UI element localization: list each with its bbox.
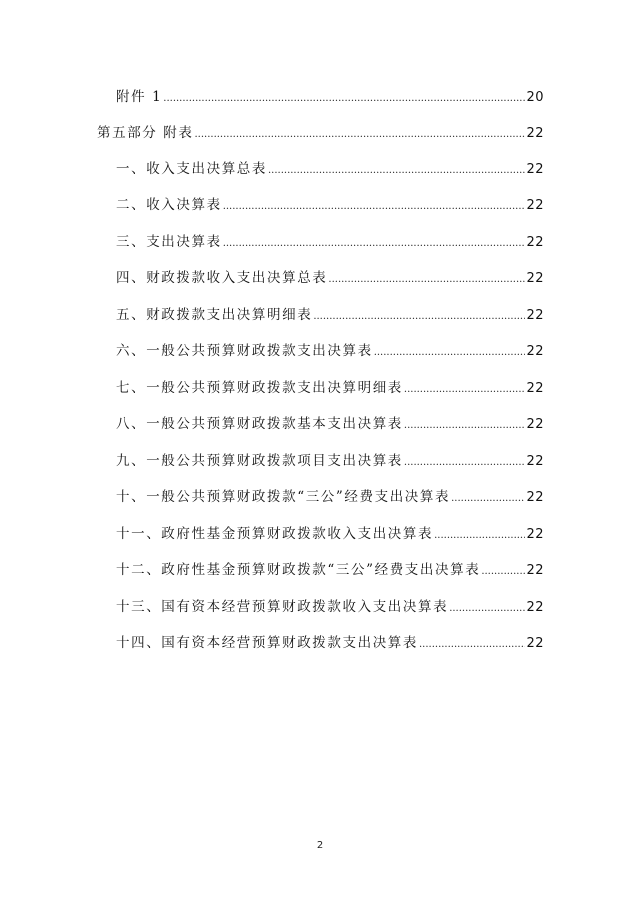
toc-entry-title: 第五部分 附表 <box>97 125 194 141</box>
toc-entry-page: 22 <box>526 162 544 177</box>
toc-entry-table-8[interactable] <box>116 414 544 434</box>
toc-entry-table-6[interactable] <box>116 341 544 361</box>
toc-entry-table-14[interactable] <box>116 633 544 653</box>
toc-entry-page: 22 <box>526 235 544 250</box>
toc-dot-leader <box>404 380 526 400</box>
toc-dot-leader <box>434 526 525 546</box>
toc-entry-title: 九、一般公共预算财政拨款项目支出决算表 <box>116 453 403 469</box>
toc-entry-title: 八、一般公共预算财政拨款基本支出决算表 <box>116 416 403 432</box>
toc-dot-leader <box>163 89 525 109</box>
toc-dot-leader <box>268 161 525 181</box>
toc-entry-page: 22 <box>526 417 544 432</box>
toc-entry-page: 22 <box>526 563 544 578</box>
toc-dot-leader <box>313 307 525 327</box>
toc-dot-leader <box>328 270 525 290</box>
toc-entry-title: 十三、国有资本经营预算财政拨款收入支出决算表 <box>116 599 449 615</box>
toc-entry-table-2[interactable] <box>116 195 544 215</box>
toc-entry-part-5[interactable] <box>97 123 544 143</box>
toc-entry-page: 22 <box>526 344 544 359</box>
toc-dot-leader <box>404 416 526 436</box>
toc-dot-leader <box>195 125 526 145</box>
toc-entry-table-1[interactable] <box>116 159 544 179</box>
toc-entry-table-9[interactable] <box>116 451 544 471</box>
toc-entry-page: 22 <box>526 490 544 505</box>
toc-entry-page: 22 <box>526 271 544 286</box>
toc-entry-page: 20 <box>526 90 544 105</box>
toc-dot-leader <box>223 197 526 217</box>
toc-entry-page: 22 <box>526 454 544 469</box>
toc-entry-attachment-1[interactable] <box>116 87 544 107</box>
toc-entry-table-10[interactable] <box>116 487 544 507</box>
toc-entry-title: 十二、政府性基金预算财政拨款“三公”经费支出决算表 <box>116 562 481 578</box>
toc-entry-title: 附件 1 <box>116 89 163 105</box>
toc-entry-table-12[interactable] <box>116 560 544 580</box>
toc-entry-title: 七、一般公共预算财政拨款支出决算明细表 <box>116 380 403 396</box>
toc-entry-title: 五、财政拨款支出决算明细表 <box>116 307 313 323</box>
toc-entry-table-4[interactable] <box>116 268 544 288</box>
toc-entry-table-7[interactable] <box>116 378 544 398</box>
toc-entry-title: 六、一般公共预算财政拨款支出决算表 <box>116 343 373 359</box>
toc-dot-leader <box>449 599 525 619</box>
toc-entry-title: 十、一般公共预算财政拨款“三公”经费支出决算表 <box>116 489 451 505</box>
toc-entry-page: 22 <box>526 308 544 323</box>
toc-entry-page: 22 <box>526 600 544 615</box>
toc-entry-table-3[interactable] <box>116 232 544 252</box>
toc-entry-page: 22 <box>526 527 544 542</box>
toc-entry-page: 22 <box>526 126 544 141</box>
toc-dot-leader <box>481 562 525 582</box>
toc-entry-table-5[interactable] <box>116 305 544 325</box>
toc-entry-title: 一、收入支出决算总表 <box>116 161 267 177</box>
toc-dot-leader <box>419 635 525 655</box>
toc-entry-table-11[interactable] <box>116 524 544 544</box>
toc-entry-title: 四、财政拨款收入支出决算总表 <box>116 270 328 286</box>
toc-entry-title: 十四、国有资本经营预算财政拨款支出决算表 <box>116 635 418 651</box>
toc-entry-page: 22 <box>526 381 544 396</box>
toc-entry-page: 22 <box>526 198 544 213</box>
toc-entry-title: 十一、政府性基金预算财政拨款收入支出决算表 <box>116 526 434 542</box>
page-number: 2 <box>316 840 324 851</box>
toc-dot-leader <box>374 343 526 363</box>
toc-entry-page: 22 <box>526 636 544 651</box>
toc-dot-leader <box>451 489 525 509</box>
toc-dot-leader <box>404 453 526 473</box>
toc-entry-title: 三、支出决算表 <box>116 234 222 250</box>
toc-entry-title: 二、收入决算表 <box>116 197 222 213</box>
toc-dot-leader <box>223 234 526 254</box>
toc-entry-table-13[interactable] <box>116 597 544 617</box>
